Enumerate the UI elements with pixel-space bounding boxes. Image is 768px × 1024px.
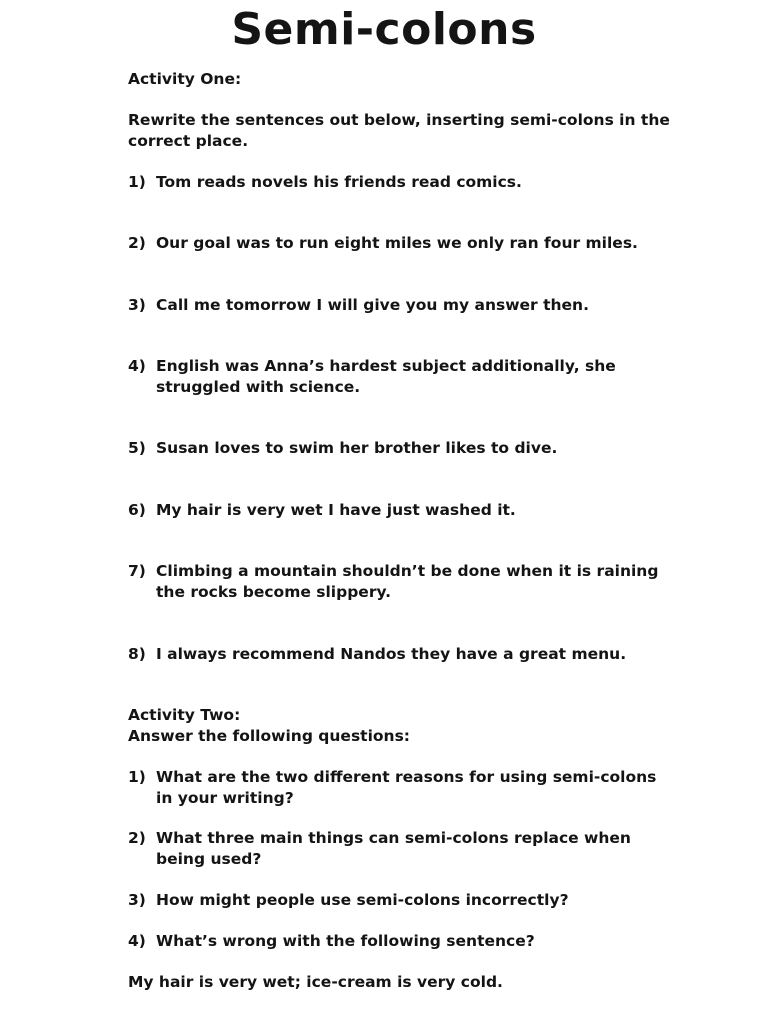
activity-one-item-3 <box>128 295 589 316</box>
item-text-line-2: being used? <box>156 850 262 868</box>
item-text-line-2: the rocks become slippery. <box>156 583 392 601</box>
activity-one-item-6 <box>128 500 516 521</box>
item-number: 1) <box>128 768 146 786</box>
item-text-line-1: Susan loves to swim her brother likes to dive. <box>156 439 558 457</box>
activity-one-item-4 <box>128 356 616 398</box>
item-text-line-1: Climbing a mountain shouldn’t be done when it is raining <box>156 562 659 580</box>
item-number: 8) <box>128 645 146 663</box>
item-text-line-2: in your writing? <box>156 789 294 807</box>
item-number: 5) <box>128 439 146 457</box>
activity-one-item-1 <box>128 172 522 193</box>
item-text-line-1: What’s wrong with the following sentence? <box>156 932 535 950</box>
item-text-line-1: Call me tomorrow I will give you my answer then. <box>156 296 589 314</box>
activity-one-instructions-line-2: correct place. <box>128 132 249 150</box>
item-number: 4) <box>128 357 146 375</box>
activity-one-item-5 <box>128 438 557 459</box>
item-number: 6) <box>128 501 146 519</box>
item-text-line-1: My hair is very wet I have just washed it. <box>156 501 516 519</box>
item-text-line-1: What are the two different reasons for using semi-colons <box>156 768 657 786</box>
item-number: 4) <box>128 932 146 950</box>
activity-one-item-8 <box>128 644 626 665</box>
item-number: 2) <box>128 234 146 252</box>
page-title: Semi-colons <box>231 4 537 55</box>
item-text-line-2: struggled with science. <box>156 378 361 396</box>
item-text-line-1: Our goal was to run eight miles we only ran four miles. <box>156 234 638 252</box>
item-text-line-1: What three main things can semi-colons replace when <box>156 829 631 847</box>
example-sentence: My hair is very wet; ice-cream is very cold. <box>128 973 503 991</box>
item-number: 7) <box>128 562 146 580</box>
item-text-line-1: English was Anna’s hardest subject additionally, she <box>156 357 616 375</box>
activity-one-instructions-line-1: Rewrite the sentences out below, inserting semi-colons in the <box>128 111 670 129</box>
item-number: 3) <box>128 891 146 909</box>
item-text-line-1: I always recommend Nandos they have a great menu. <box>156 645 627 663</box>
item-number: 3) <box>128 296 146 314</box>
item-text-line-1: How might people use semi-colons incorrectly? <box>156 891 569 909</box>
activity-two-question-2 <box>128 828 631 870</box>
activity-two-question-4 <box>128 931 535 952</box>
item-text-line-1: Tom reads novels his friends read comics. <box>156 173 522 191</box>
activity-two-heading: Activity Two: <box>128 706 241 724</box>
item-number: 1) <box>128 173 146 191</box>
activity-two-question-1 <box>128 767 656 809</box>
activity-one-item-7 <box>128 561 658 603</box>
activity-two-subheading: Answer the following questions: <box>128 727 411 745</box>
activity-one-heading: Activity One: <box>128 70 242 88</box>
activity-two-question-3 <box>128 890 569 911</box>
activity-one-item-2 <box>128 233 638 254</box>
item-number: 2) <box>128 829 146 847</box>
